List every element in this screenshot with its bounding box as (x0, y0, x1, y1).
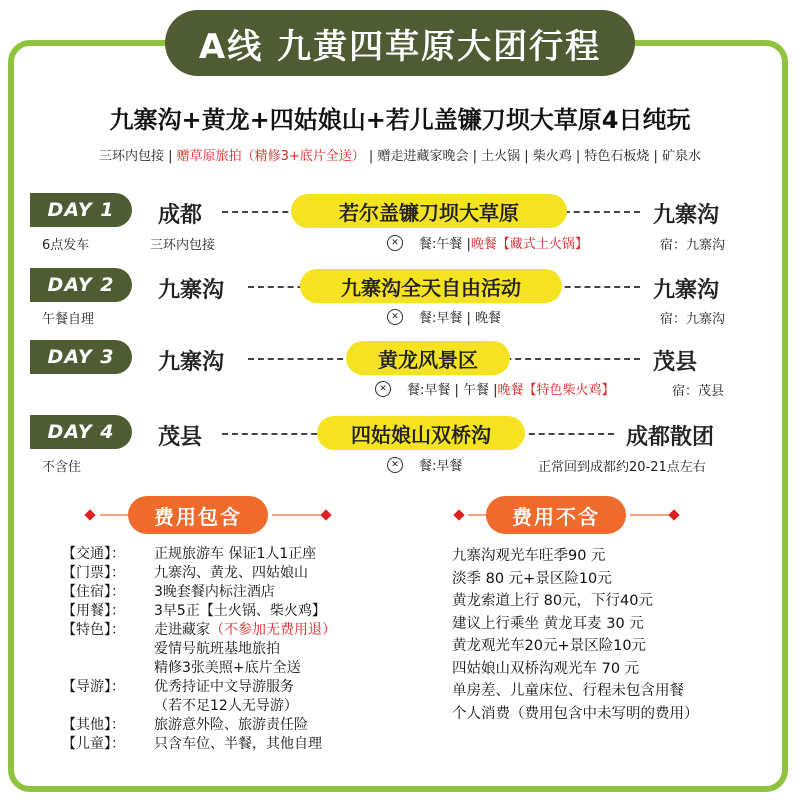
included-row: 【门票】： 九寨沟、黄龙、四姑娘山 (62, 565, 308, 581)
excluded-line: 四姑娘山双桥沟观光车 70 元 (452, 660, 640, 677)
day-1-stay: 宿：九寨沟 (660, 238, 726, 253)
day-3-to: 茂县 (653, 350, 698, 375)
included-row: 【交通】： 正规旅游车 保证1人1正座 (62, 546, 317, 562)
page-title: A线 九黄四草原大团行程 (165, 10, 635, 76)
day-4-from: 茂县 (158, 425, 203, 450)
included-row: 【住宿】： 3晚套餐内标注酒店 (62, 584, 275, 600)
day-4-highlight: 四姑娘山双桥沟 (317, 416, 525, 450)
day-4-note: 不含住 (42, 460, 82, 475)
day-2-note: 午餐自理 (42, 312, 95, 327)
day-1-note: 6点发车 (42, 238, 90, 253)
day-4-meals: ✕ 餐:早餐 (387, 455, 462, 474)
excluded-line: 九寨沟观光车旺季90 元 (452, 548, 606, 564)
included-row: 【特色】： 走进藏家 （不参加无费用退） (62, 622, 336, 638)
day-3-highlight: 黄龙风景区 (346, 341, 510, 375)
day-3-badge: DAY 3 (30, 340, 132, 374)
day-2-from: 九寨沟 (158, 278, 225, 303)
included-row: 【儿童】： 只含车位、半餐，其他自理 (62, 736, 322, 752)
route-subtitle: 九寨沟+黄龙+四姑娘山+若儿盖镰刀坝大草原4日纯玩 (109, 106, 691, 134)
day-1-to: 九寨沟 (653, 203, 720, 228)
included-row: 【其他】： 旅游意外险、旅游责任险 (62, 717, 308, 733)
excluded-line: 黄龙观光车20元+景区险10元 (452, 638, 647, 654)
day-4-badge: DAY 4 (30, 415, 132, 449)
included-row: 【用餐】： 3早5正【土火锅、柴火鸡】 (62, 603, 326, 619)
day-2-stay: 宿：九寨沟 (660, 312, 726, 327)
included-row: 【导游】： 优秀持证中文导游服务 (62, 679, 294, 695)
day-3-stay: 宿：茂县 (672, 384, 725, 399)
excluded-list (452, 545, 699, 725)
day-1-highlight: 若尔盖镰刀坝大草原 (291, 194, 567, 228)
decor-line (630, 514, 670, 516)
included-row: 爱情号航班基地旅拍 (154, 641, 280, 657)
day-2-meals: ✕ 餐:早餐 | 晚餐 (387, 307, 501, 326)
included-row: （若不足12人无导游） (154, 698, 298, 714)
day-3-meals: ✕ 餐:早餐 | 午餐 | 晚餐【特色柴火鸡】 (375, 379, 615, 398)
day-4-return: 正常回到成都约20-21点左右 (538, 460, 706, 475)
cutlery-icon: ✕ (387, 235, 403, 251)
cutlery-icon: ✕ (375, 381, 391, 397)
day-2-badge: DAY 2 (30, 268, 132, 302)
day-2-highlight: 九寨沟全天自由活动 (300, 269, 562, 303)
included-list (62, 545, 336, 754)
excluded-line: 建议上行乘坐 黄龙耳麦 30 元 (452, 615, 644, 632)
day-3-from: 九寨沟 (158, 350, 225, 375)
cutlery-icon: ✕ (387, 457, 403, 473)
decor-line (272, 514, 322, 516)
day-2-to: 九寨沟 (653, 278, 720, 303)
excluded-line: 单房差、儿童床位、行程未包含用餐 (452, 683, 684, 699)
excluded-heading: 费用不含 (486, 496, 626, 534)
inclusion-tags: 三环内包接 | 赠草原旅拍（精修3+底片全送） | 赠走进藏家晚会 | 土火锅 | 柴火鸡 | 特色石板烧 | 矿泉水 (98, 149, 702, 164)
excluded-line: 淡季 80 元+景区险10元 (452, 570, 612, 587)
day-4-to: 成都散团 (626, 425, 715, 450)
excluded-line: 个人消费（费用包含中未写明的费用） (452, 705, 699, 722)
day-1-badge: DAY 1 (30, 193, 132, 227)
day-1-from: 成都 (158, 203, 203, 228)
cutlery-icon: ✕ (387, 309, 403, 325)
day-1-meals: ✕ 餐:午餐 | 晚餐【藏式土火锅】 (387, 233, 588, 252)
excluded-line: 黄龙索道上行 80元，下行40元 (452, 593, 654, 609)
included-row: 精修3张美照+底片全送 (154, 660, 301, 676)
included-heading: 费用包含 (128, 496, 268, 534)
day-1-pickup: 三环内包接 (150, 238, 216, 253)
